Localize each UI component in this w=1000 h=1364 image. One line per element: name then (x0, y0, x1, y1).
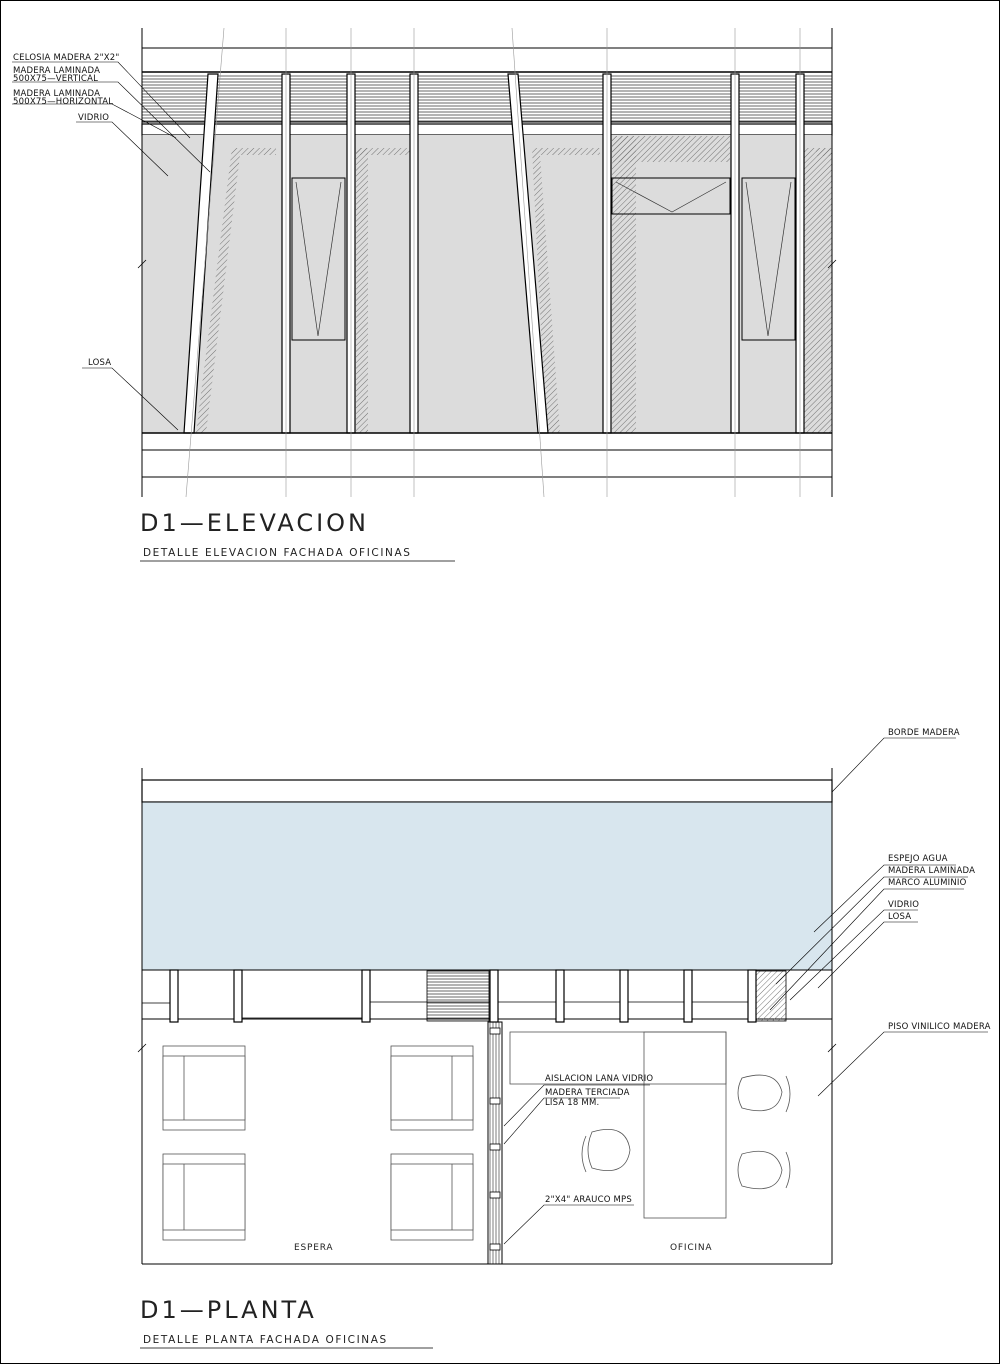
label-aislacion: AISLACION LANA VIDRIO (545, 1074, 654, 1084)
elevation-drawing (12, 28, 836, 497)
label-madera-terciada-2: LISA 18 MM. (545, 1098, 600, 1108)
water-mirror (142, 802, 832, 970)
room-oficina: OFICINA (670, 1243, 713, 1253)
label-madera-terciada-1: MADERA TERCIADA (545, 1088, 630, 1098)
elevation-title: D1—ELEVACION (140, 509, 370, 537)
label-madera-vertical-2: 500X75—VERTICAL (13, 74, 99, 84)
label-celosia: CELOSIA MADERA 2"X2" (13, 53, 120, 63)
label-losa-plan: LOSA (888, 912, 912, 922)
partition-wall (488, 1022, 502, 1264)
label-vidrio-plan: VIDRIO (888, 900, 920, 910)
label-borde-madera: BORDE MADERA (888, 728, 960, 738)
label-madera-horizontal-2: 500X75—HORIZONTAL (13, 97, 114, 107)
plan-title: D1—PLANTA (140, 1296, 317, 1324)
label-espejo-agua: ESPEJO AGUA (888, 854, 948, 864)
celosia-band (142, 74, 832, 122)
wood-border (142, 780, 832, 802)
label-losa-elev: LOSA (88, 358, 112, 368)
room-espera: ESPERA (294, 1243, 334, 1253)
label-arauco: 2"X4" ARAUCO MPS (545, 1195, 632, 1205)
label-marco-aluminio: MARCO ALUMINIO (888, 878, 967, 888)
plan-subtitle: DETALLE PLANTA FACHADA OFICINAS (143, 1334, 388, 1346)
label-madera-horizontal-1: MADERA LAMINADA (13, 89, 101, 99)
plan-drawing (138, 738, 988, 1264)
label-vidrio-elev: VIDRIO (78, 113, 110, 123)
office-desk (510, 1032, 726, 1218)
label-piso-vinilico: PISO VINILICO MADERA (888, 1022, 991, 1032)
elevation-subtitle: DETALLE ELEVACION FACHADA OFICINAS (143, 547, 412, 559)
horizontal-beam (142, 124, 832, 135)
armchairs (163, 1046, 473, 1240)
glass-field (142, 135, 832, 433)
label-madera-vertical-1: MADERA LAMINADA (13, 66, 101, 76)
label-madera-laminada: MADERA LAMINADA (888, 866, 976, 876)
